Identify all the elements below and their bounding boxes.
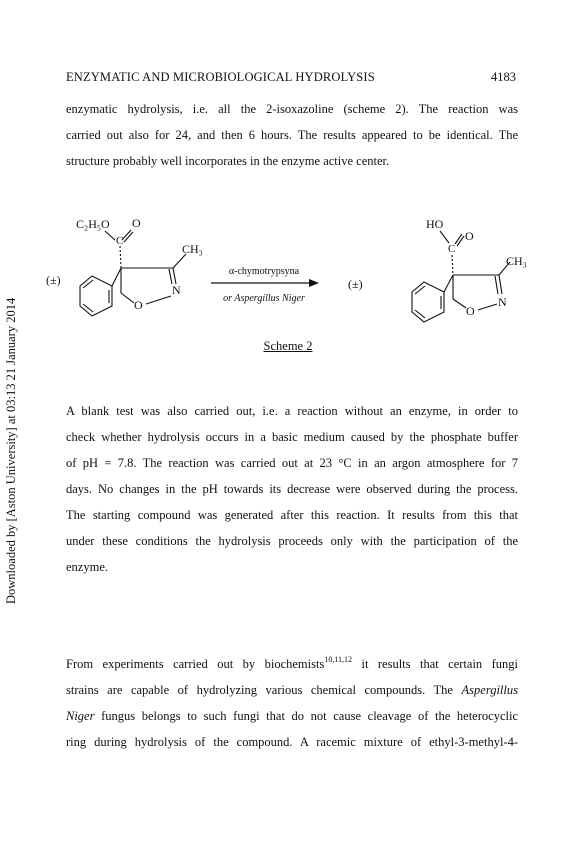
download-watermark: [2, 108, 20, 608]
carbonyl-oxygen-left: O: [132, 216, 141, 230]
reagent-top: α-chymotrypsyna: [228, 266, 300, 277]
text-fragment: strains are capable of hydrolyzing various chemical compounds. The: [66, 683, 462, 697]
acid-group-label: HO: [426, 217, 444, 231]
reference-superscript: 10,11,12: [324, 655, 353, 664]
text-line: days. No changes in the pH towards its decrease were observed during the process.: [66, 482, 518, 496]
product-acid-structure: [348, 217, 527, 322]
ring-o-left: O: [134, 298, 143, 312]
blank-test-paragraph: [66, 398, 518, 580]
scheme-caption: [0, 339, 576, 354]
reaction-arrow-head: [309, 279, 319, 287]
starting-ester-structure: [46, 216, 203, 316]
carbonyl-oxygen-right: O: [465, 229, 474, 243]
reaction-scheme: [20, 200, 556, 350]
text-line: [66, 703, 518, 729]
intro-paragraph: [66, 96, 518, 174]
text-fragment: fungus belongs to such fungi that do not cause cleavage of the heterocyclic: [94, 709, 518, 723]
text-line: carried out also for 24, and then 6 hours. The results appeared to be identical. The: [66, 128, 518, 142]
ring-o-right: O: [466, 304, 475, 318]
scheme-caption-text: Scheme 2: [263, 339, 313, 353]
species-name-italic: Niger: [66, 709, 95, 723]
methyl-label-left: CH₃: [182, 242, 203, 256]
carbonyl-carbon-left: C: [116, 235, 124, 247]
racemic-label-right: (±): [348, 277, 363, 291]
ester-group-label: C₂H₅O: [76, 217, 110, 231]
methyl-label-right: CH₃: [506, 254, 527, 268]
text-line: enzyme.: [66, 560, 108, 574]
ring-n-right: N: [498, 295, 507, 309]
species-name-italic: Aspergillus: [461, 683, 518, 697]
text-line: [66, 651, 518, 677]
download-note: Downloaded by [Aston University] at 03:13 21 January 2014: [4, 297, 18, 604]
fungi-paragraph: [66, 651, 518, 755]
text-line: ring during hydrolysis of the compound. A racemic mixture of ethyl-3-methyl-4-: [66, 735, 518, 749]
ring-n-left: N: [172, 283, 181, 297]
scheme-drawing: [20, 200, 556, 350]
reagent-bottom: or Aspergillus Niger: [223, 293, 305, 304]
text-line: check whether hydrolysis occurs in a basic medium caused by the phosphate buffer: [66, 430, 518, 444]
text-fragment: it results that certain fungi: [352, 657, 519, 671]
text-line: of pH = 7.8. The reaction was carried out at 23 °C in an argon atmosphere for 7: [66, 456, 518, 470]
text-line: under these conditions the hydrolysis proceeds only with the participation of the: [66, 534, 518, 548]
running-title: ENZYMATIC AND MICROBIOLOGICAL HYDROLYSIS: [66, 70, 375, 84]
text-fragment: From experiments carried out by biochemists: [66, 657, 325, 671]
text-line: A blank test was also carried out, i.e. a reaction without an enzyme, in order to: [66, 404, 518, 418]
text-line: structure probably well incorporates in the enzyme active center.: [66, 154, 390, 168]
carbonyl-carbon-right: C: [448, 243, 456, 255]
text-line: enzymatic hydrolysis, i.e. all the 2-isoxazoline (scheme 2). The reaction was: [66, 102, 518, 116]
text-line: [66, 677, 518, 703]
page-number: 4183: [491, 70, 516, 84]
text-line: The starting compound was generated after this reaction. It results from this that: [66, 508, 518, 522]
reaction-arrow-block: [211, 266, 319, 304]
racemic-label-left: (±): [46, 273, 61, 287]
page-header: [66, 70, 516, 86]
